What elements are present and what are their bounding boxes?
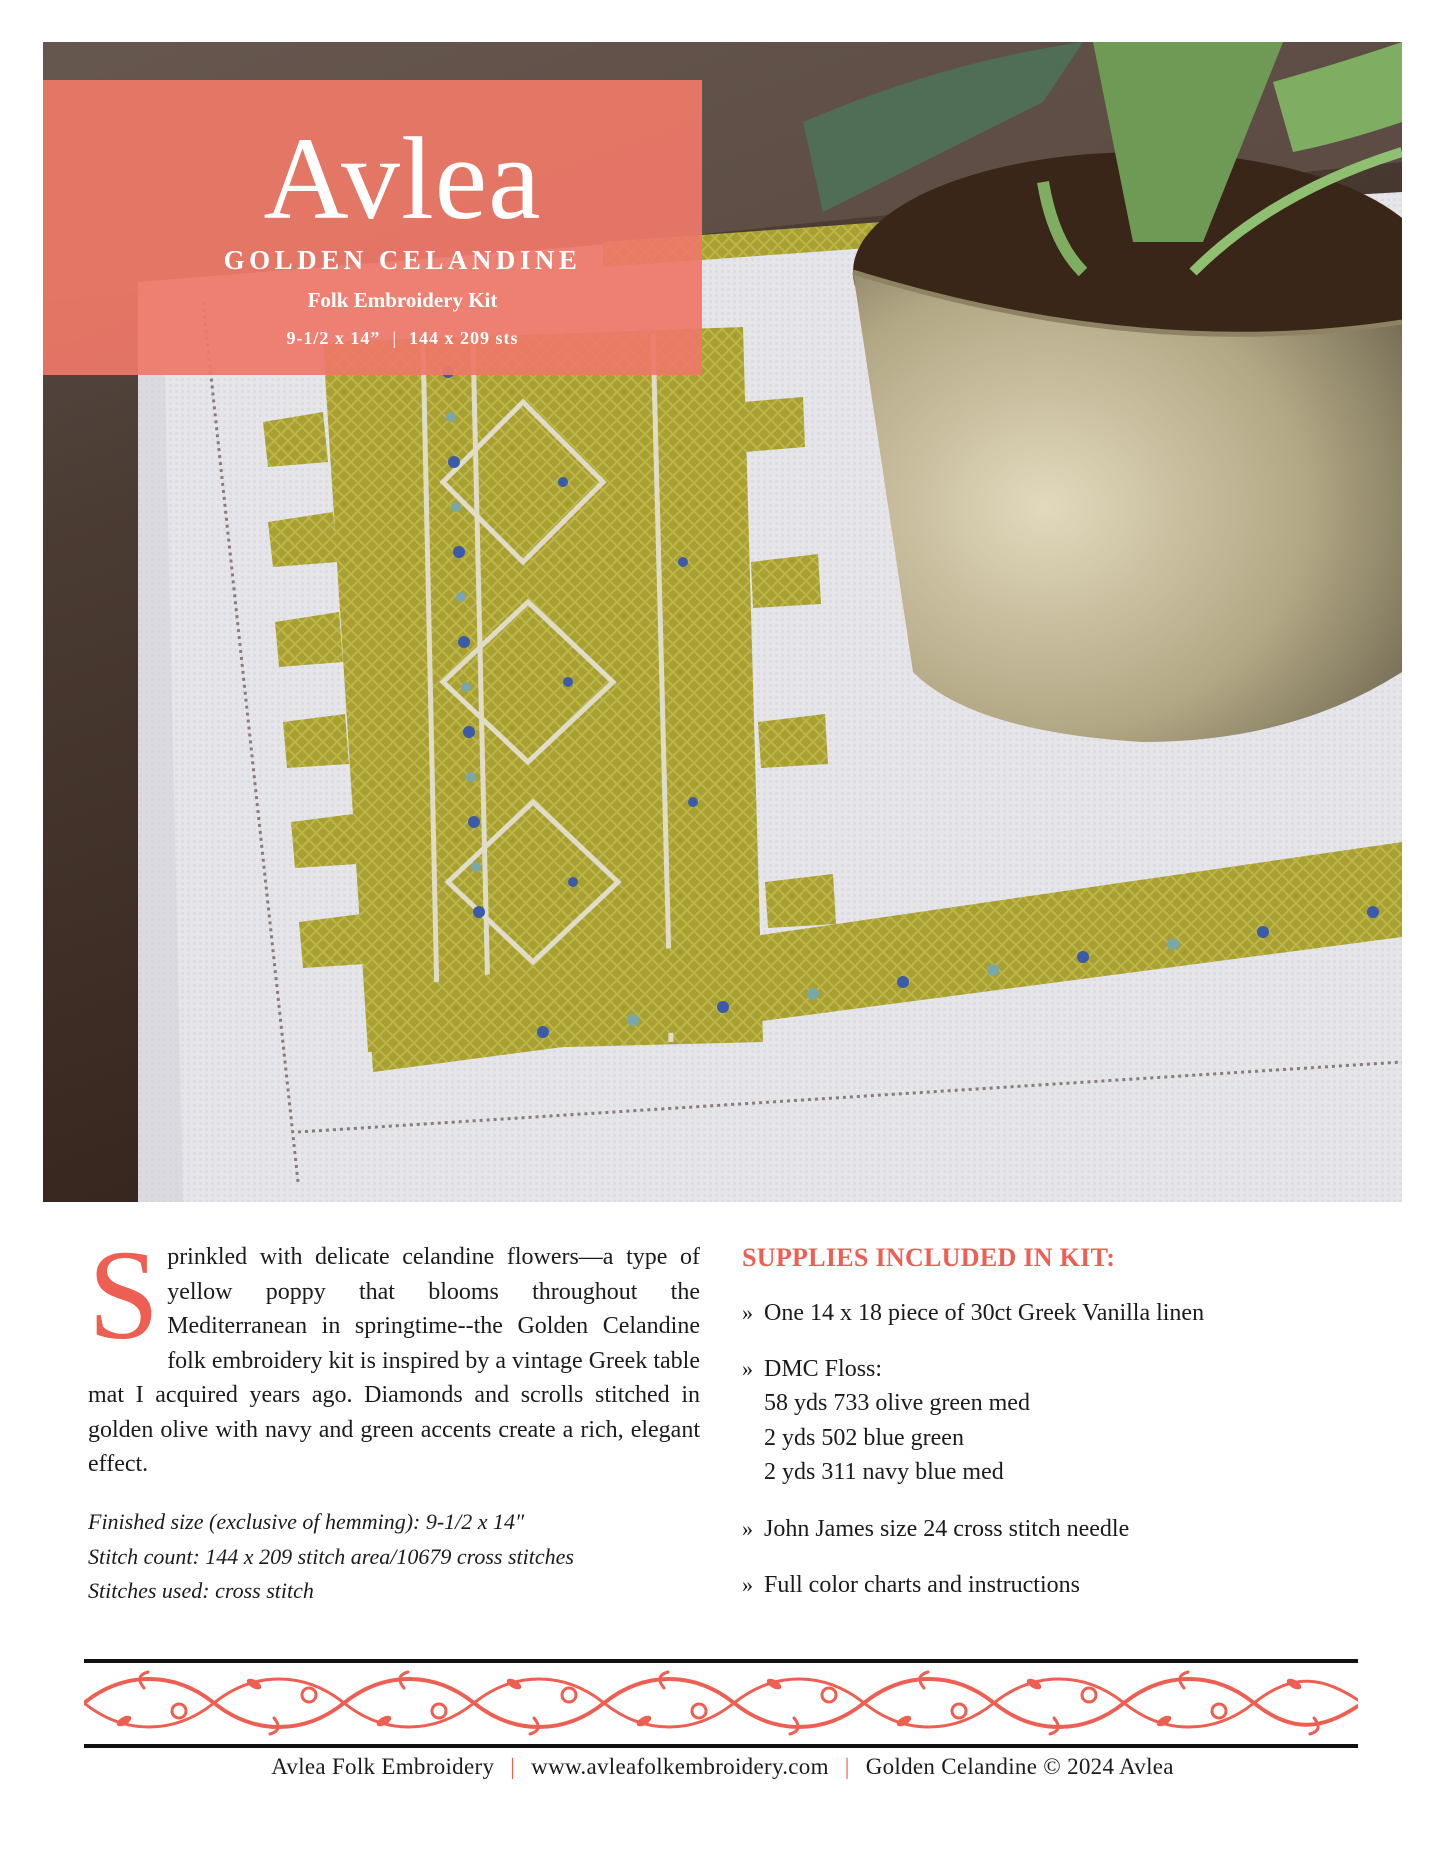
supplies-heading: SUPPLIES INCLUDED IN KIT: (742, 1243, 1116, 1272)
footer-website-link[interactable]: www.avleafolkembroidery.com (531, 1754, 829, 1779)
supply-label: John James size 24 cross stitch needle (764, 1515, 1130, 1542)
floss-item: 2 yds 502 blue green (764, 1424, 964, 1451)
separator: | (844, 1754, 850, 1779)
floss-item: 58 yds 733 olive green med (764, 1390, 1030, 1416)
bullet-icon: » (742, 1356, 753, 1381)
supplies-list (742, 1296, 1362, 1624)
footer-company: Avlea Folk Embroidery (271, 1754, 495, 1779)
floss-item: 2 yds 311 navy blue med (764, 1459, 1004, 1485)
spec-stitch-count: Stitch count: 144 x 209 stitch area/10679 cross stitches (88, 1543, 574, 1569)
kit-dimensions: 9-1/2 x 14” (286, 328, 381, 348)
divider-bottom (84, 1744, 1358, 1748)
supply-label: DMC Floss: (764, 1356, 883, 1382)
vine-ornament-icon (84, 1666, 1358, 1740)
spec-stitches-used: Stitches used: cross stitch (88, 1578, 314, 1603)
footer (0, 1754, 1445, 1780)
kit-type: Folk Embroidery Kit (307, 288, 498, 312)
bullet-icon: » (742, 1515, 753, 1541)
supply-label: Full color charts and instructions (764, 1571, 1080, 1598)
supply-item-floss (742, 1352, 1362, 1490)
title-banner (43, 80, 702, 375)
supply-item-linen (742, 1296, 1362, 1330)
kit-stitch-count: 144 x 209 sts (409, 328, 519, 348)
separator: | (392, 328, 398, 348)
kit-name: GOLDEN CELANDINE (223, 245, 582, 275)
spec-finished-size: Finished size (exclusive of hemming): 9-1/2 x 14″ (88, 1509, 525, 1534)
bullet-icon: » (742, 1571, 753, 1597)
supply-item-needle (742, 1512, 1362, 1546)
specs-list (88, 1505, 708, 1609)
drop-cap: S (88, 1224, 160, 1366)
supply-item-charts (742, 1568, 1362, 1602)
bullet-icon: » (742, 1300, 753, 1325)
footer-copyright: Golden Celandine © 2024 Avlea (865, 1754, 1174, 1779)
separator: | (510, 1754, 516, 1779)
divider-top (84, 1659, 1358, 1663)
intro-paragraph (88, 1224, 700, 1482)
kit-size (43, 328, 702, 349)
brand-title: Avlea (263, 113, 542, 244)
supply-label: One 14 x 18 piece of 30ct Greek Vanilla linen (764, 1300, 1205, 1326)
intro-text: prinkled with delicate celandine flowers—a type of yellow poppy that blooms throughout the Mediterranean in springtime--the Golden Celandine folk embroidery kit is inspired by a vintage Greek table mat I acquired years ago. Diamonds and scrolls stitched in golden olive with navy and green accents create a rich, elegant effect. (88, 1244, 700, 1477)
